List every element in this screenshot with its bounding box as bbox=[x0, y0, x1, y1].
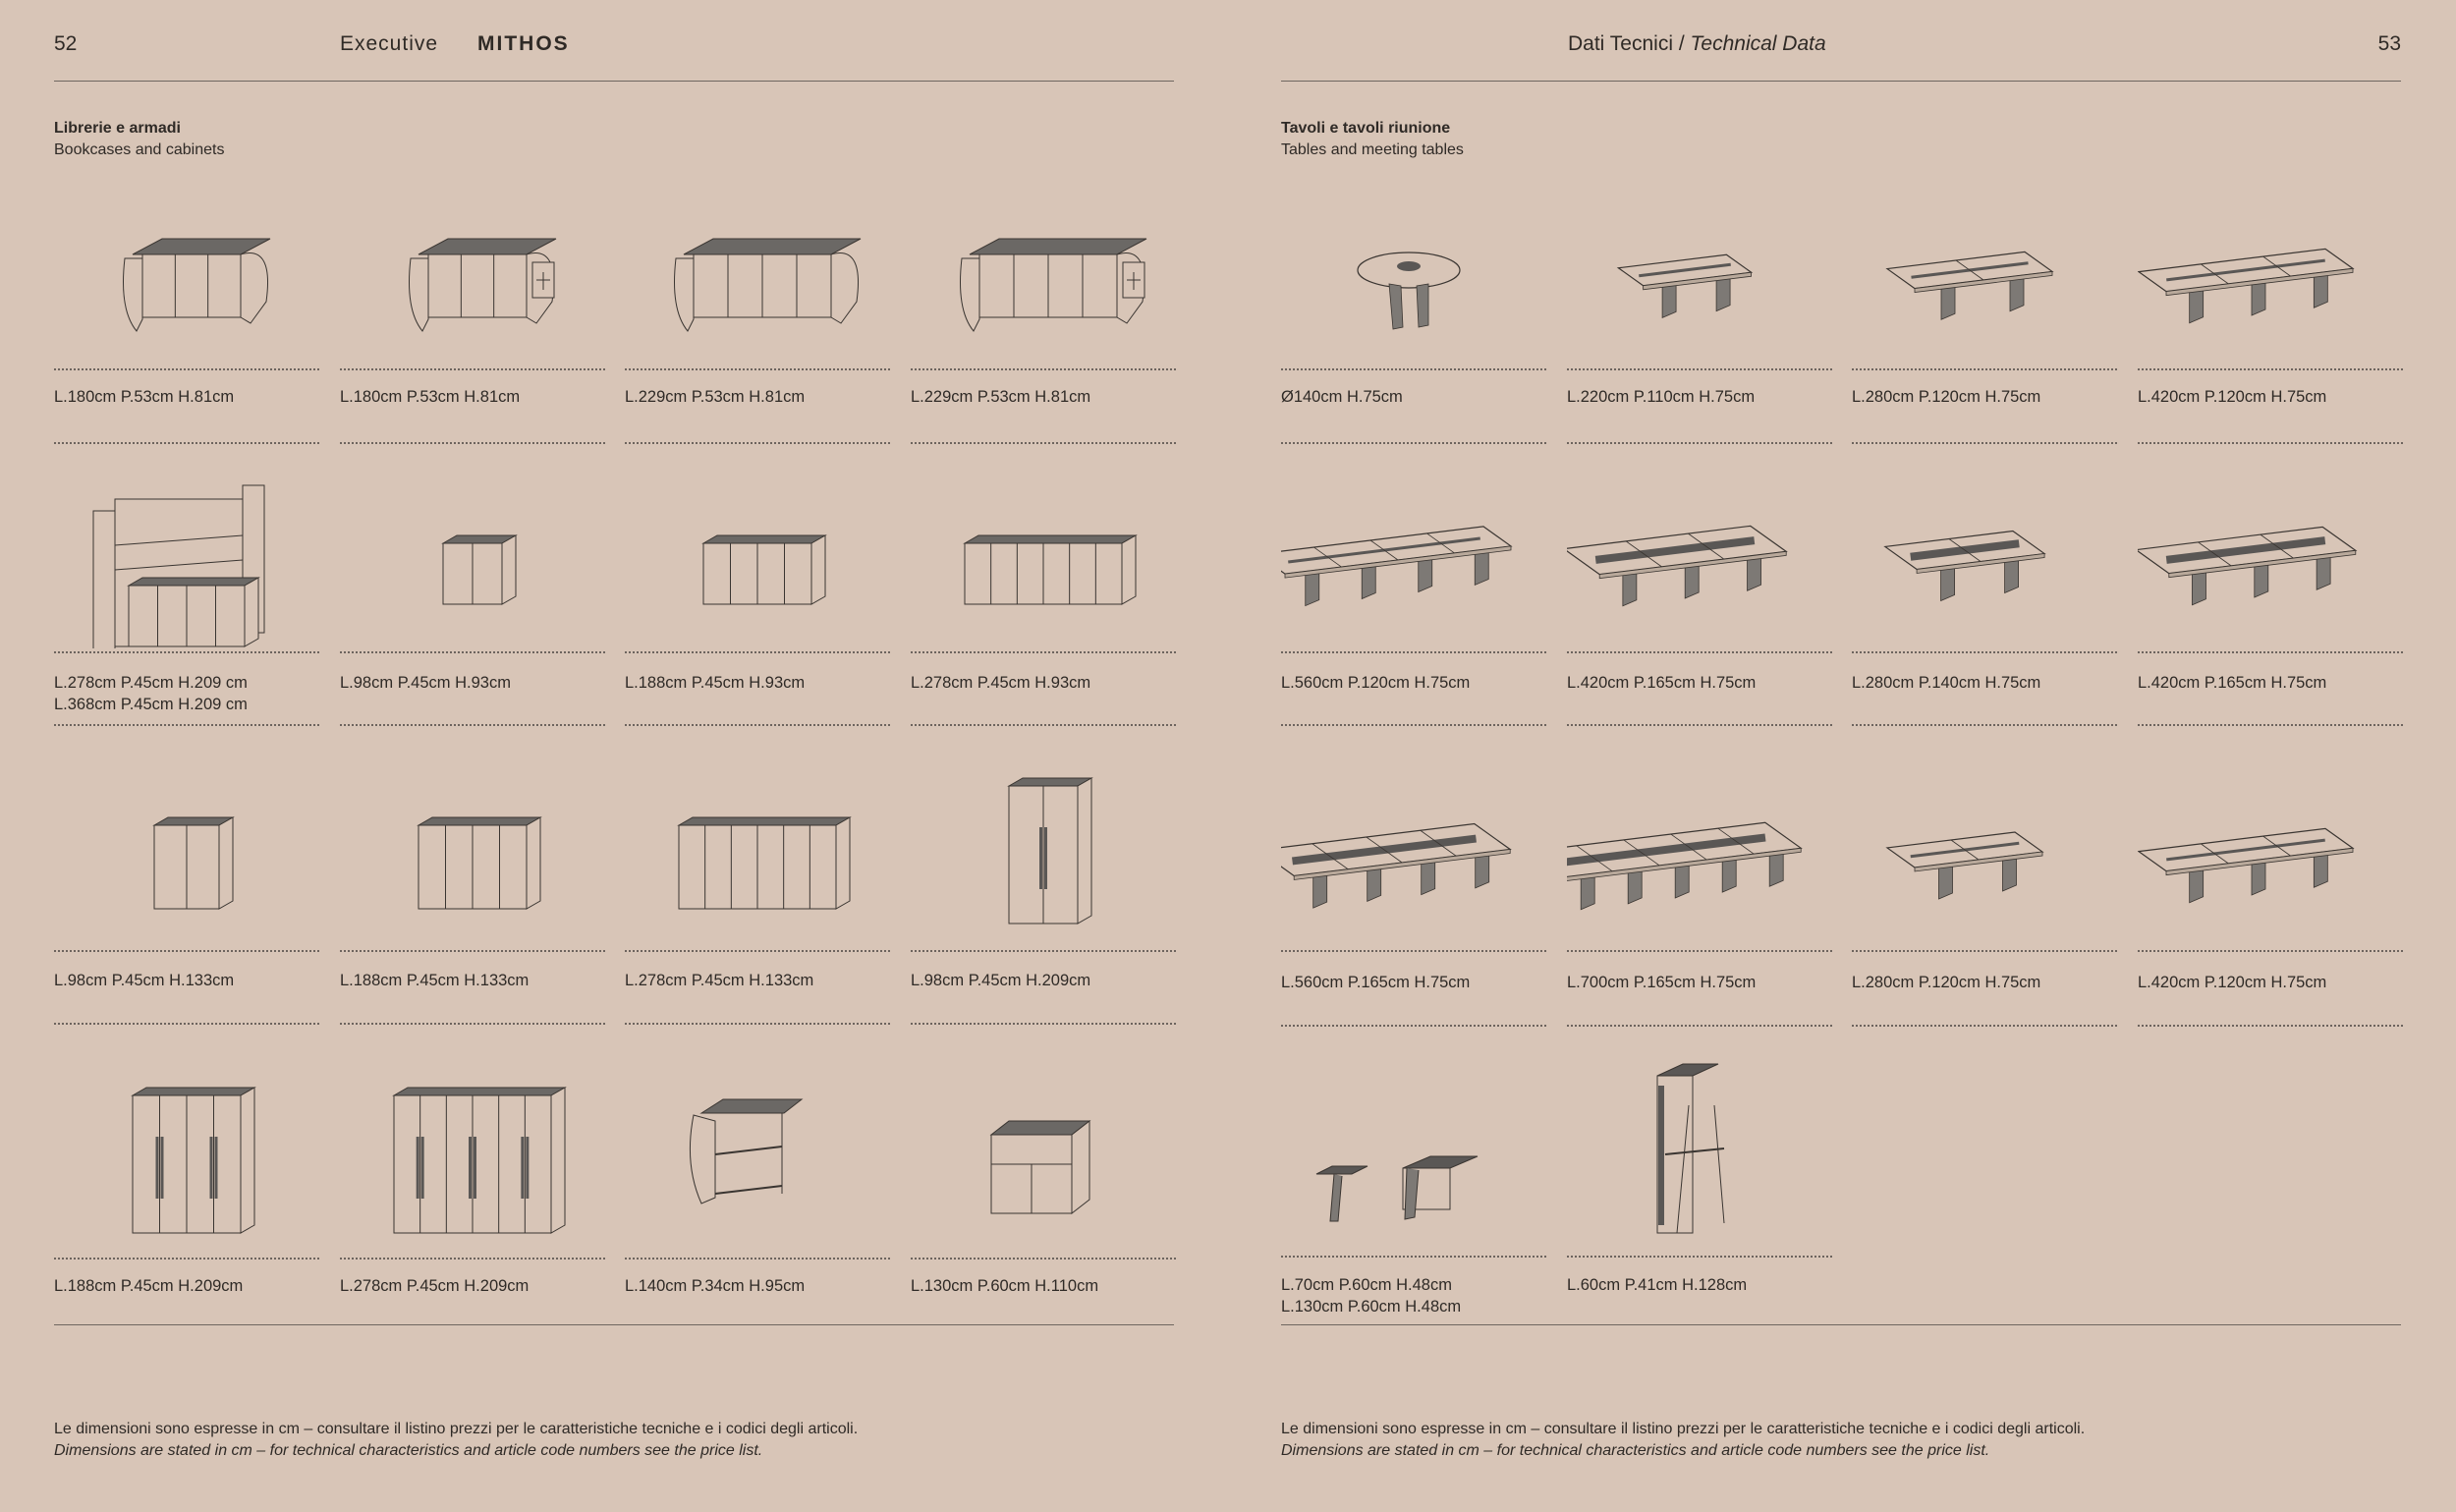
table-dimensions: L.70cm P.60cm H.48cm L.130cm P.60cm H.48cm bbox=[1281, 1276, 1462, 1316]
table-dimensions: L.220cm P.110cm H.75cm bbox=[1567, 388, 1756, 406]
dotted-divider bbox=[1852, 724, 2117, 726]
dotted-divider bbox=[1281, 1025, 1546, 1027]
dotted-divider bbox=[1567, 724, 1832, 726]
table-dimensions: L.560cm P.165cm H.75cm bbox=[1281, 974, 1471, 991]
right-header bbox=[1281, 32, 2401, 72]
table-dimensions: L.280cm P.120cm H.75cm bbox=[1852, 388, 2041, 406]
dotted-divider bbox=[625, 1023, 890, 1025]
section-title-en: Tables and meeting tables bbox=[1281, 141, 1464, 158]
bookcase-illustration bbox=[54, 462, 319, 648]
dotted-divider bbox=[625, 651, 890, 653]
section-title-it: Librerie e armadi bbox=[54, 120, 181, 137]
table-illustration bbox=[2138, 781, 2403, 928]
table-illustration bbox=[1852, 781, 2117, 928]
brand-name: MITHOS bbox=[477, 32, 570, 55]
dotted-divider bbox=[1567, 651, 1832, 653]
dotted-divider bbox=[911, 442, 1176, 444]
bookcase-dimensions: L.98cm P.45cm H.209cm bbox=[911, 972, 1091, 989]
table-illustration bbox=[1852, 201, 2117, 349]
dotted-divider bbox=[625, 950, 890, 952]
bookcase-dimensions: L.180cm P.53cm H.81cm bbox=[340, 388, 521, 406]
bookcase-illustration bbox=[54, 1056, 319, 1243]
bottom-divider-left bbox=[54, 1324, 1174, 1325]
table-dimensions: L.420cm P.165cm H.75cm bbox=[2138, 674, 2327, 692]
dotted-divider bbox=[54, 1258, 319, 1260]
dotted-divider bbox=[1567, 368, 1832, 370]
bookcase-illustration bbox=[625, 192, 890, 344]
dotted-divider bbox=[340, 724, 605, 726]
bookcase-illustration bbox=[340, 1056, 605, 1243]
collection-label: Executive bbox=[340, 32, 439, 55]
dotted-divider bbox=[340, 442, 605, 444]
table-dimensions: L.560cm P.120cm H.75cm bbox=[1281, 674, 1471, 692]
table-dimensions: L.420cm P.120cm H.75cm bbox=[2138, 388, 2327, 406]
bookcase-illustration bbox=[625, 462, 890, 648]
bookcase-dimensions: L.278cm P.45cm H.93cm bbox=[911, 674, 1091, 692]
bookcase-dimensions: L.278cm P.45cm H.209 cm L.368cm P.45cm H.209 cm bbox=[54, 674, 248, 713]
dotted-divider bbox=[54, 950, 319, 952]
bookcase-dimensions: L.188cm P.45cm H.93cm bbox=[625, 674, 806, 692]
dotted-divider bbox=[340, 1023, 605, 1025]
dotted-divider bbox=[54, 368, 319, 370]
dotted-divider bbox=[1281, 442, 1546, 444]
technical-data-title bbox=[1568, 32, 1826, 56]
bookcase-dimensions: L.229cm P.53cm H.81cm bbox=[625, 388, 806, 406]
bookcase-dimensions: L.98cm P.45cm H.93cm bbox=[340, 674, 511, 692]
bookcase-dimensions: L.180cm P.53cm H.81cm bbox=[54, 388, 235, 406]
dotted-divider bbox=[911, 368, 1176, 370]
dotted-divider bbox=[1567, 950, 1832, 952]
dotted-divider bbox=[1281, 368, 1546, 370]
dotted-divider bbox=[54, 1023, 319, 1025]
table-dimensions: L.280cm P.140cm H.75cm bbox=[1852, 674, 2041, 692]
page-number-left: 52 bbox=[54, 32, 78, 55]
bookcase-illustration bbox=[54, 192, 319, 344]
dotted-divider bbox=[1281, 1256, 1546, 1258]
technical-data-it: Dati Tecnici / bbox=[1568, 32, 1685, 55]
table-illustration bbox=[1852, 481, 2117, 629]
technical-data-en: Technical Data bbox=[1690, 32, 1826, 55]
dotted-divider bbox=[1852, 950, 2117, 952]
dotted-divider bbox=[625, 1258, 890, 1260]
dotted-divider bbox=[2138, 950, 2403, 952]
bookcase-illustration bbox=[340, 192, 605, 344]
bookcase-dimensions: L.278cm P.45cm H.209cm bbox=[340, 1277, 530, 1295]
table-illustration bbox=[1281, 201, 1546, 349]
right-page bbox=[1281, 0, 2401, 1512]
bookcase-dimensions: L.140cm P.34cm H.95cm bbox=[625, 1277, 806, 1295]
table-illustration bbox=[1281, 781, 1546, 928]
dotted-divider bbox=[1281, 651, 1546, 653]
bookcase-dimensions: L.98cm P.45cm H.133cm bbox=[54, 972, 235, 989]
table-dimensions: L.280cm P.120cm H.75cm bbox=[1852, 974, 2041, 991]
dotted-divider bbox=[1852, 368, 2117, 370]
page-number-right: 53 bbox=[2377, 32, 2401, 55]
table-dimensions: Ø140cm H.75cm bbox=[1281, 388, 1403, 406]
bookcase-dimensions: L.188cm P.45cm H.209cm bbox=[54, 1277, 244, 1295]
dotted-divider bbox=[340, 950, 605, 952]
dotted-divider bbox=[911, 724, 1176, 726]
bottom-divider-right bbox=[1281, 1324, 2401, 1325]
table-dimensions: L.420cm P.120cm H.75cm bbox=[2138, 974, 2327, 991]
bookcase-illustration bbox=[911, 1056, 1176, 1243]
bookcase-illustration bbox=[340, 756, 605, 933]
section-title-tables bbox=[1281, 118, 1464, 161]
dotted-divider bbox=[1852, 442, 2117, 444]
dotted-divider bbox=[54, 724, 319, 726]
dotted-divider bbox=[911, 1258, 1176, 1260]
bookcase-dimensions: L.229cm P.53cm H.81cm bbox=[911, 388, 1091, 406]
dotted-divider bbox=[1567, 1256, 1832, 1258]
table-dimensions: L.700cm P.165cm H.75cm bbox=[1567, 974, 1757, 991]
dotted-divider bbox=[54, 442, 319, 444]
dotted-divider bbox=[2138, 724, 2403, 726]
table-illustration bbox=[1567, 781, 1832, 928]
footer-note-left bbox=[54, 1419, 858, 1462]
bookcase-illustration bbox=[911, 192, 1176, 344]
table-dimensions: L.60cm P.41cm H.128cm bbox=[1567, 1276, 1748, 1294]
table-illustration bbox=[2138, 481, 2403, 629]
dotted-divider bbox=[1852, 1025, 2117, 1027]
dotted-divider bbox=[625, 724, 890, 726]
dotted-divider bbox=[2138, 368, 2403, 370]
footer-note-it: Le dimensioni sono espresse in cm – consultare il listino prezzi per le caratteristiche tecniche e i codici degli articoli. bbox=[1281, 1421, 2086, 1437]
bookcase-illustration bbox=[911, 462, 1176, 648]
dotted-divider bbox=[911, 651, 1176, 653]
dotted-divider bbox=[625, 368, 890, 370]
table-illustration bbox=[1567, 201, 1832, 349]
table-illustration bbox=[1281, 1046, 1546, 1243]
section-title-it: Tavoli e tavoli riunione bbox=[1281, 120, 1451, 137]
left-page bbox=[54, 0, 1174, 1512]
header-divider-left bbox=[54, 81, 1174, 82]
table-illustration bbox=[1281, 481, 1546, 629]
dotted-divider bbox=[1281, 950, 1546, 952]
table-illustration bbox=[2138, 201, 2403, 349]
bookcase-illustration bbox=[911, 756, 1176, 933]
bookcase-illustration bbox=[625, 756, 890, 933]
header-divider-right bbox=[1281, 81, 2401, 82]
dotted-divider bbox=[911, 950, 1176, 952]
table-dimensions: L.420cm P.165cm H.75cm bbox=[1567, 674, 1757, 692]
bookcase-dimensions: L.278cm P.45cm H.133cm bbox=[625, 972, 814, 989]
section-title-en: Bookcases and cabinets bbox=[54, 141, 225, 158]
dotted-divider bbox=[1852, 651, 2117, 653]
bookcase-illustration bbox=[625, 1056, 890, 1243]
bookcase-dimensions: L.188cm P.45cm H.133cm bbox=[340, 972, 530, 989]
dotted-divider bbox=[1567, 1025, 1832, 1027]
left-header bbox=[54, 32, 1174, 72]
dotted-divider bbox=[340, 1258, 605, 1260]
footer-note-en: Dimensions are stated in cm – for technical characteristics and article code numbers see the price list. bbox=[54, 1442, 763, 1459]
dotted-divider bbox=[1281, 724, 1546, 726]
bookcase-illustration bbox=[54, 756, 319, 933]
dotted-divider bbox=[54, 651, 319, 653]
dotted-divider bbox=[2138, 1025, 2403, 1027]
dotted-divider bbox=[2138, 442, 2403, 444]
dotted-divider bbox=[340, 651, 605, 653]
bookcase-illustration bbox=[340, 462, 605, 648]
footer-note-it: Le dimensioni sono espresse in cm – consultare il listino prezzi per le caratteristiche tecniche e i codici degli articoli. bbox=[54, 1421, 859, 1437]
dotted-divider bbox=[625, 442, 890, 444]
dotted-divider bbox=[911, 1023, 1176, 1025]
section-title-bookcases bbox=[54, 118, 224, 161]
bookcase-dimensions: L.130cm P.60cm H.110cm bbox=[911, 1277, 1099, 1295]
table-illustration bbox=[1567, 1046, 1832, 1243]
dotted-divider bbox=[1567, 442, 1832, 444]
footer-note-en: Dimensions are stated in cm – for technical characteristics and article code numbers see the price list. bbox=[1281, 1442, 1990, 1459]
dotted-divider bbox=[340, 368, 605, 370]
table-illustration bbox=[1567, 481, 1832, 629]
dotted-divider bbox=[2138, 651, 2403, 653]
footer-note-right bbox=[1281, 1419, 2085, 1462]
